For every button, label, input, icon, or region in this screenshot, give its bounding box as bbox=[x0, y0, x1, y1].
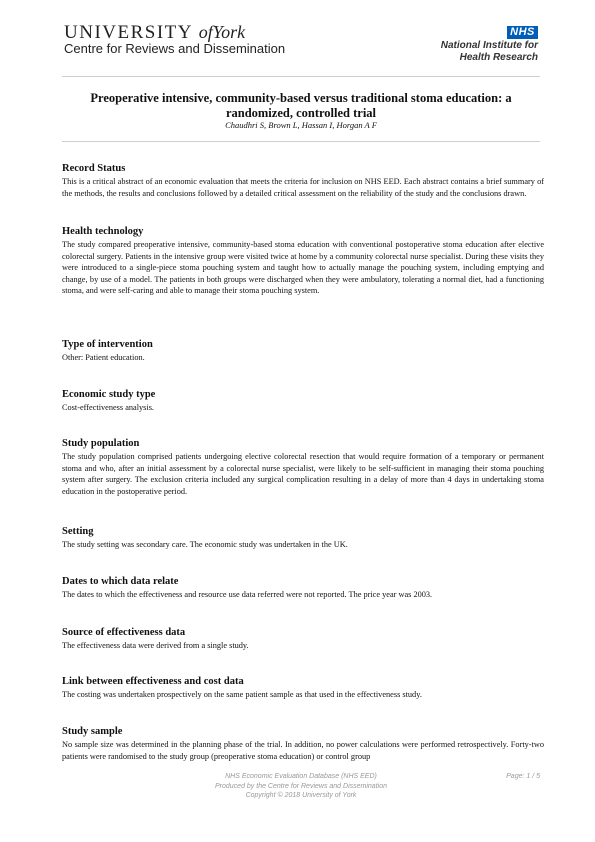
section-heading: Economic study type bbox=[62, 389, 156, 400]
section-heading: Dates to which data relate bbox=[62, 576, 179, 587]
section-economic-study-type bbox=[62, 389, 544, 414]
section-heading: Health technology bbox=[62, 226, 144, 237]
section-link-effectiveness-cost bbox=[62, 676, 544, 701]
university-of-word: of bbox=[198, 22, 213, 42]
nihr-line-1: National Institute for bbox=[440, 40, 538, 51]
section-body: The study population comprised patients undergoing elective colorectal resection that would require formation of a temporary or permanent stoma and who, after an initial assessment by a colorectal nurse specialist, were likely to be self-sufficient in managing their stoma pouching system after surgery. The exclusion criteria included any surgical complication resulting in a delay of more than 4 days in undertaking stoma education in the postoperative period. bbox=[62, 452, 544, 496]
section-record-status bbox=[62, 163, 544, 199]
university-wordmark: UNIVERSITY bbox=[64, 22, 193, 43]
section-body: The costing was undertaken prospectively on the same patient sample as that used in the effectiveness study. bbox=[62, 690, 422, 699]
nihr-logo-text bbox=[441, 40, 538, 64]
section-heading: Source of effectiveness data bbox=[62, 627, 186, 638]
header-divider bbox=[62, 76, 540, 77]
section-body: Other: Patient education. bbox=[62, 353, 145, 362]
university-city-word: York bbox=[212, 22, 246, 42]
section-heading: Study sample bbox=[62, 726, 123, 737]
section-body: The dates to which the effectiveness and resource use data referred were not reported. The price year was 2003. bbox=[62, 590, 433, 599]
section-study-sample bbox=[62, 726, 544, 762]
section-study-population bbox=[62, 438, 544, 497]
section-body: The study compared preoperative intensive, community-based stoma education with conventional postoperative stoma education after elective colorectal surgery. Patients in the intensive group were visited twice at home by a community colorectal nurse specialist. During these visits they were introduced to a single-piece stoma pouching system and taught how to actually manage the pouching system, including emptying and change, by use of a model. The patients in both groups were discharged when they were ambulatory, tolerating a normal diet, had a functioning stoma, and were self-caring and able to manage their stoma pouching system. bbox=[62, 240, 544, 296]
section-heading: Type of intervention bbox=[62, 339, 153, 350]
footer-producer: Produced by the Centre for Reviews and Dissemination bbox=[215, 782, 387, 790]
section-health-technology bbox=[62, 226, 544, 297]
section-setting bbox=[62, 526, 544, 551]
section-body: This is a critical abstract of an economic evaluation that meets the criteria for inclusion on NHS EED. Each abstract contains a brief summary of the methods, the results and conclusions followed by a detailed critical assessment on the reliability of the study and the conclusions drawn. bbox=[62, 177, 544, 198]
footer-database: NHS Economic Evaluation Database (NHS EED) bbox=[225, 773, 377, 780]
section-heading: Record Status bbox=[62, 163, 126, 174]
section-heading: Link between effectiveness and cost data bbox=[62, 676, 244, 687]
section-heading: Study population bbox=[62, 438, 140, 449]
section-body: The study setting was secondary care. The economic study was undertaken in the UK. bbox=[62, 540, 348, 549]
nhs-logo: NHS bbox=[507, 26, 538, 39]
section-dates bbox=[62, 576, 544, 601]
page-header bbox=[0, 0, 595, 80]
nihr-line-2: Health Research bbox=[459, 52, 538, 63]
section-source-of-effectiveness bbox=[62, 627, 544, 652]
page-number: Page: 1 / 5 bbox=[506, 773, 540, 780]
title-divider bbox=[62, 141, 540, 142]
page-footer bbox=[62, 772, 540, 801]
section-body: Cost-effectiveness analysis. bbox=[62, 403, 155, 412]
centre-name: Centre for Reviews and Dissemination bbox=[64, 41, 286, 56]
section-body: No sample size was determined in the planning phase of the trial. In addition, no power calculations were performed retrospectively. Forty-two patients were randomised to the study group (preoperative stoma education) or control group bbox=[62, 740, 544, 761]
section-type-of-intervention bbox=[62, 339, 544, 364]
document-authors: Chaudhri S, Brown L, Hassan I, Horgan A F bbox=[225, 120, 377, 130]
document-title: Preoperative intensive, community-based versus traditional stoma education: a randomized, controlled trial bbox=[90, 91, 512, 120]
footer-copyright: Copyright © 2018 University of York bbox=[245, 792, 357, 799]
section-body: The effectiveness data were derived from a single study. bbox=[62, 641, 249, 650]
section-heading: Setting bbox=[62, 526, 94, 537]
